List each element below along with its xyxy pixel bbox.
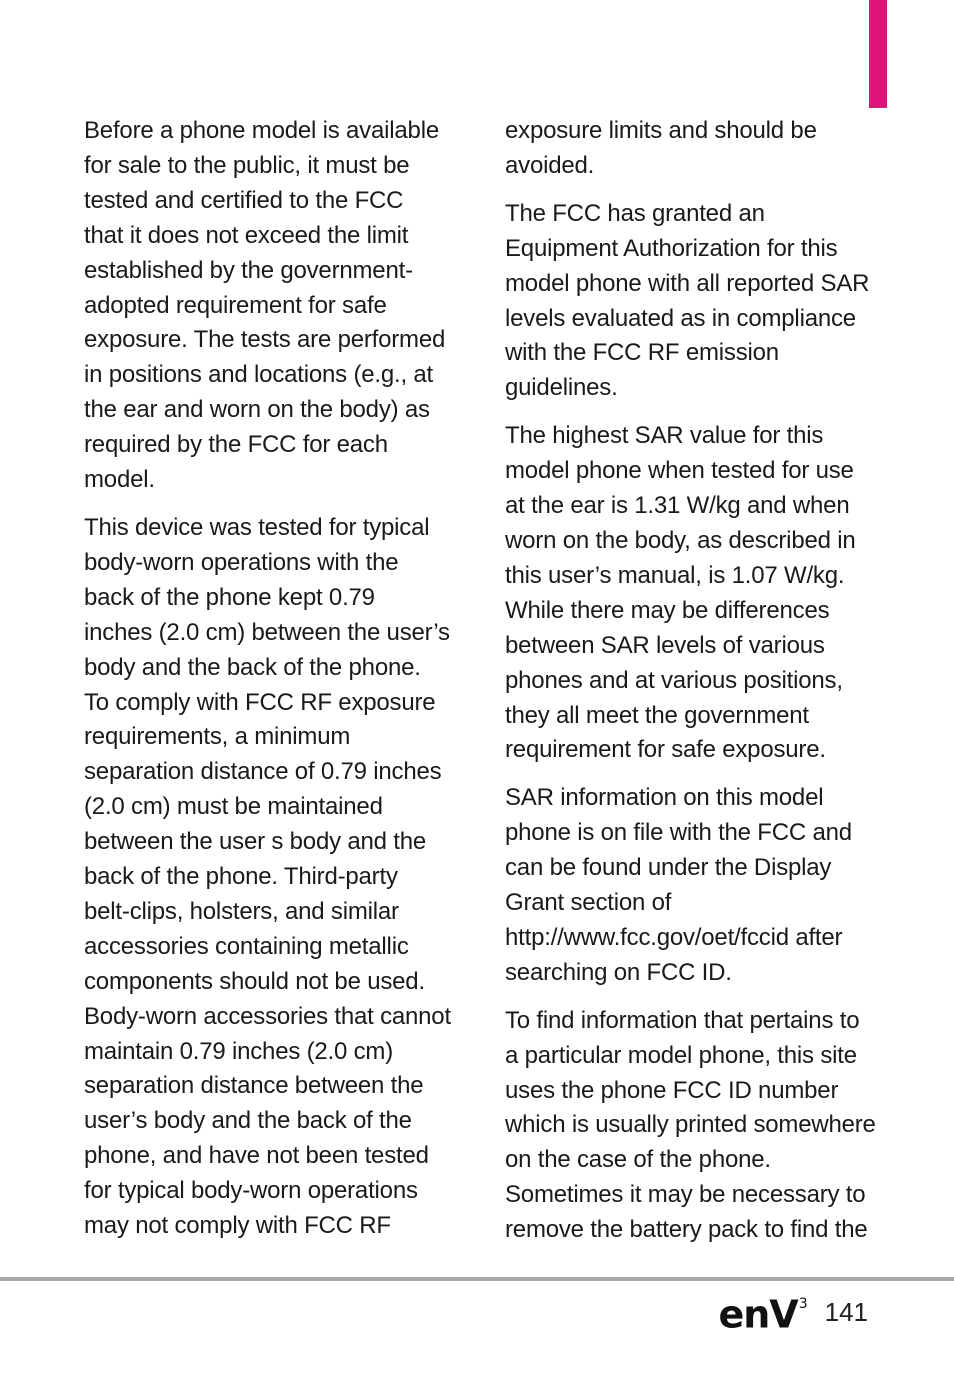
brand-logo [718,1290,806,1335]
paragraph-equipment-authorization: The FCC has granted an Equipment Authorization for this model phone with all reported SAR levels evaluated as in compliance with the FCC RF emission guidelines. [505,199,870,402]
paragraph-body-worn: This device was tested for typical body-worn operations with the back of the phone kept 0.79 inches (2.0 cm) between the user’s body and the back of the phone. To comply with FCC RF exposure requirements, a minimum separation distance of 0.79 inches (2.0 cm) must be maintained between the user s body and the back of the phone. Third-party belt-clips, holsters, and similar accessories containing metallic components should not be used. Body-worn accessories that cannot maintain 0.79 inches (2.0 cm) separation distance between the user’s body and the back of the phone, and have not been tested for typical body-worn operations may not comply with FCC RF [84,513,451,1240]
brand-logo-superscript: 3 [798,1296,807,1312]
paragraph-highest-sar: The highest SAR value for this model phone when tested for use at the ear is 1.31 W/kg and when worn on the body, as described in this user’s manual, is 1.07 W/kg. While there may be differences between SAR levels of various phones and at various positions, they all meet the government requirement for safe exposure. [505,422,856,764]
page-number: 141 [824,1297,868,1327]
paragraph-certification: Before a phone model is available for sale to the public, it must be tested and certified to the FCC that it does not exceed the limit established by the government- adopted requirement for safe exposure. The tests are performed in positions and locations (e.g., at the ear and worn on the body) as required by the FCC for each model. [84,117,446,494]
page-footer [718,1290,868,1335]
section-tab-marker [869,0,887,108]
left-column [84,114,456,1257]
paragraph-sar-information: SAR information on this model phone is on file with the FCC and can be found under the Display Grant section of http://www.fcc.gov/oet/fccid after searching on FCC ID. [505,784,852,986]
footer-divider [0,1277,954,1281]
paragraph-exposure-continued: exposure limits and should be avoided. [505,117,817,179]
right-column [505,114,885,1261]
brand-logo-text: enV [718,1292,798,1337]
paragraph-find-information: To find information that pertains to a particular model phone, this site uses the phone FCC ID number which is usually printed somewhere on the case of the phone. Sometimes it may be necessary to remove the battery pack to find the [505,1006,876,1244]
